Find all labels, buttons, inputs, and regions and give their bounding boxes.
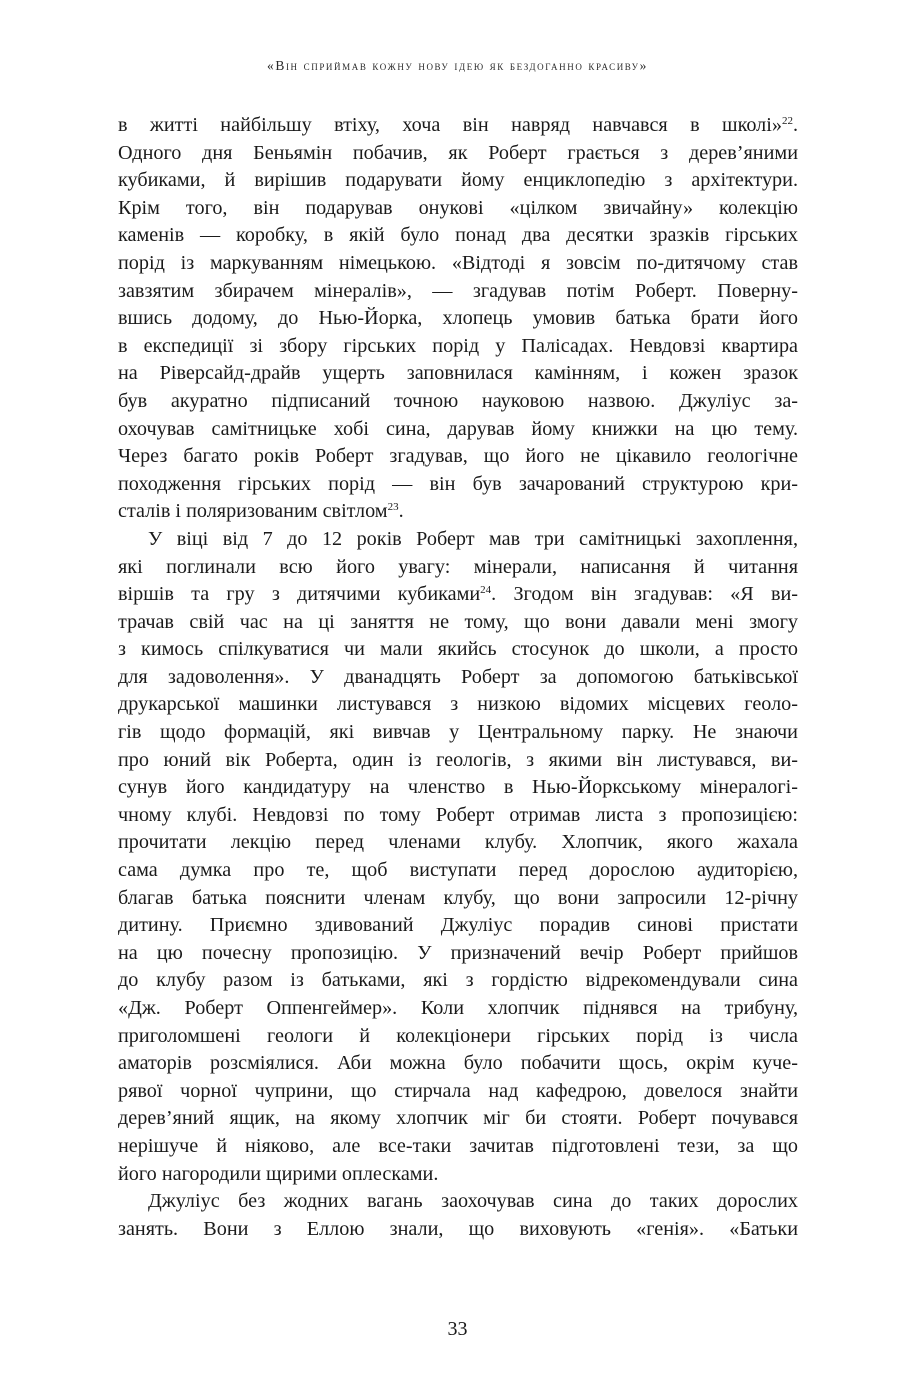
body-text	[118, 112, 798, 1243]
text-line: в експедиції зі збору гірських порід у Палісадах. Невдовзі квартира	[118, 334, 798, 357]
text-line: вшись додому, до Нью-Йорка, хлопець умовив батька брати його	[118, 307, 798, 330]
text-line: дитину. Приємно здивований Джуліус порадив синові пристати	[118, 914, 798, 937]
text-line: кубиками, й вирішив подарувати йому енциклопедію з архітектури.	[118, 169, 798, 192]
paragraph	[118, 526, 798, 1188]
text-line: дерев’яний ящик, на якому хлопчик міг би стояти. Роберт почувався	[118, 1107, 798, 1130]
text-line: У віці від 7 до 12 років Роберт мав три самітницькі захоплення,	[148, 527, 798, 550]
text-line: сталів і поляризованим світлом$^{23}$.	[118, 500, 404, 523]
text-line: Джуліус без жодних вагань заохочував сина до таких дорослих	[148, 1190, 798, 1213]
footnote-ref: 23	[387, 501, 399, 514]
text-line: про юний вік Роберта, один із геологів, з якими він листувався, ви-	[118, 748, 798, 771]
text-line: благав батька пояснити членам клубу, що вони запросили 12-річну	[118, 886, 798, 909]
text-line: з кимось спілкуватися чи мали якийсь стосунок до школи, а просто	[118, 638, 798, 661]
text-line: друкарської машинки листувався з низкою відомих місцевих геоло-	[118, 693, 798, 716]
text-line: до клубу разом із батьками, які з гордістю відрекомендували сина	[118, 969, 798, 992]
text-line: прочитати лекцію перед членами клубу. Хлопчик, якого жахала	[118, 831, 798, 854]
text-line: охочував самітницьке хобі сина, дарував йому книжки на цю тему.	[118, 417, 798, 440]
text-line: в житті найбільшу втіху, хоча він навряд навчався в школі»$^{22}$.	[118, 114, 798, 136]
text-line: сунув його кандидатуру на членство в Нью-Йоркському мінералогі-	[118, 776, 798, 799]
text-line: занять. Вони з Еллою знали, що виховують «генія». «Батьки	[118, 1217, 798, 1240]
page-number: 33	[447, 1318, 468, 1340]
text-line: віршів та гру з дитячими кубиками$^{24}$. Згодом він згадував: «Я ви-	[118, 583, 799, 606]
text-line: порід із маркуванням німецькою. «Відтоді я зовсім по-дитячому став	[118, 251, 798, 274]
paragraph	[118, 112, 798, 526]
text-line: «Дж. Роберт Оппенгеймер». Коли хлопчик піднявся на трибуну,	[118, 997, 798, 1019]
text-line: для задоволення». У дванадцять Роберт за допомогою батьківської	[118, 665, 798, 688]
text-line: які поглинали всю його увагу: мінерали, написання й читання	[118, 555, 798, 578]
text-line: трачав свій час на ці заняття не тому, що вони давали мені змогу	[118, 610, 798, 633]
text-line: на цю почесну пропозицію. У призначений вечір Роберт прийшов	[118, 941, 798, 964]
footnote-ref: 24	[480, 584, 492, 597]
text-line: каменів — коробку, в якій було понад два десятки зразків гірських	[118, 224, 798, 247]
text-line: Через багато років Роберт згадував, що його не цікавило геологічне	[118, 445, 798, 468]
running-head: «Він сприймав кожну нову ідею як бездоганно красиву»	[266, 58, 648, 73]
footnote-ref: 22	[781, 115, 793, 127]
text-line: був акуратно підписаний точною науковою назвою. Джуліус за-	[118, 389, 798, 412]
text-line: походження гірських порід — він був зачарований структурою кри-	[118, 472, 798, 495]
text-line: гів щодо формацій, які вивчав у Центральному парку. Не знаючи	[118, 721, 798, 744]
text-line: нерішуче й ніяково, але все-таки зачитав підготовлені тези, за що	[118, 1134, 798, 1157]
text-line: приголомшені геологи й колекціонери гірських порід із числа	[118, 1024, 798, 1047]
text-line: чному клубі. Невдовзі по тому Роберт отримав листа з пропозицією:	[118, 803, 798, 826]
text-line: Крім того, він подарував онукові «цілком звичайну» колекцію	[118, 196, 798, 219]
text-line: рявої чорної чуприни, що стирчала над кафедрою, довелося знайти	[118, 1079, 798, 1102]
text-line: аматорів розсміялися. Аби можна було побачити щось, окрім куче-	[118, 1052, 798, 1075]
text-line: Одного дня Беньямін побачив, як Роберт грається з дерев’яними	[118, 141, 798, 164]
text-line: сама думка про те, щоб виступати перед дорослою аудиторією,	[118, 859, 798, 882]
text-line: його нагородили щирими оплесками.	[118, 1162, 439, 1185]
paragraph	[118, 1188, 798, 1243]
text-line: на Ріверсайд-драйв ущерть заповнилася камінням, і кожен зразок	[118, 362, 798, 385]
text-line: завзятим збирачем мінералів», — згадував потім Роберт. Поверну-	[118, 279, 798, 302]
